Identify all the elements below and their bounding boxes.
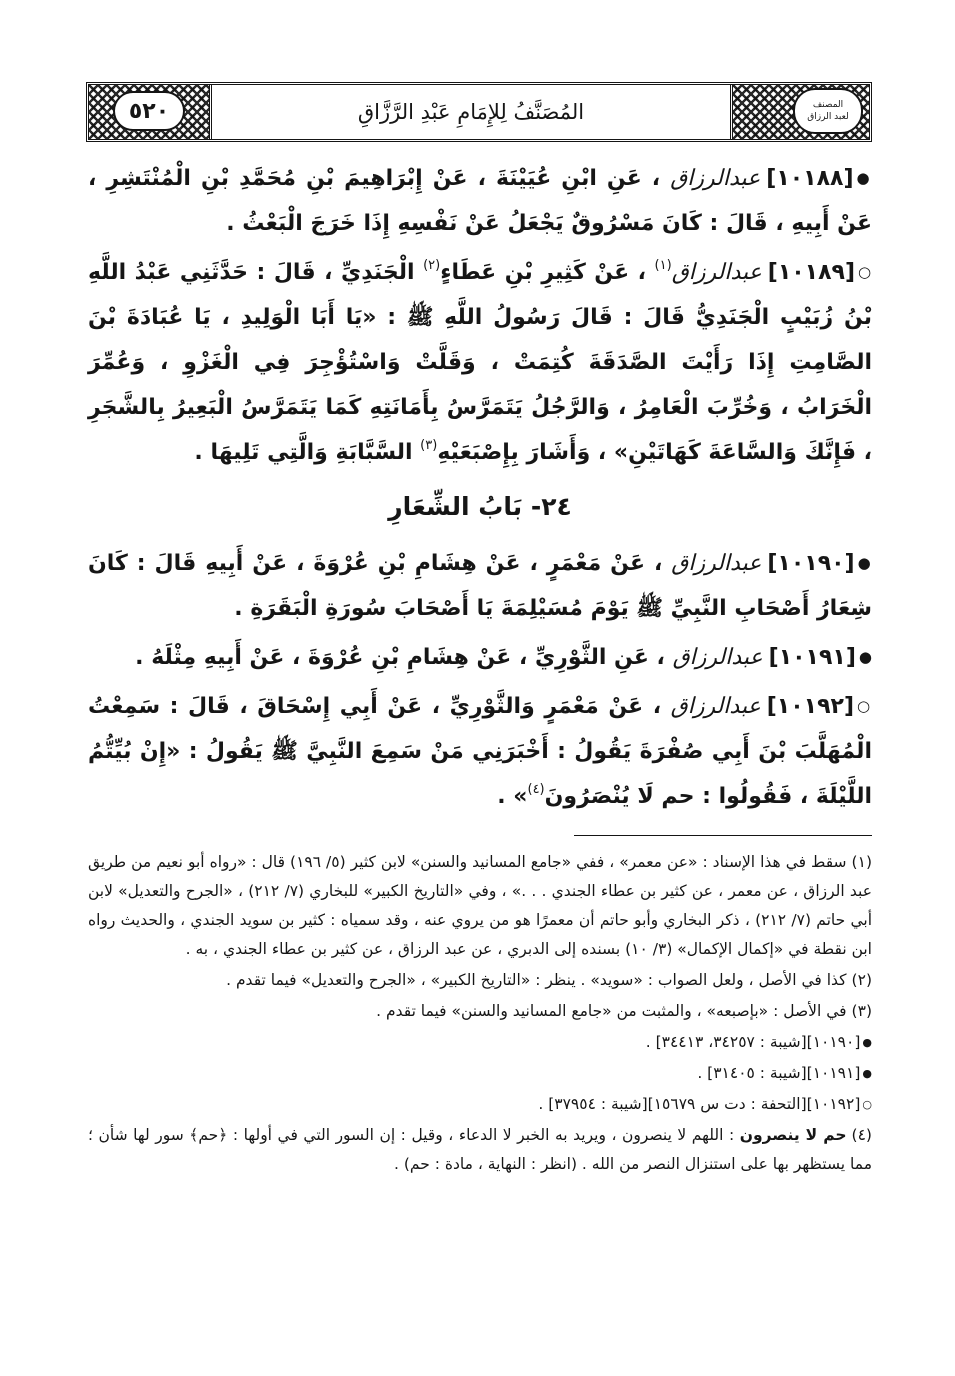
author-name: عبدالرزاق: [670, 166, 761, 191]
footnote-lead-term: حم لا ينصرون: [739, 1126, 847, 1144]
footnote-number: (١): [851, 853, 872, 871]
hadith-number: [١٠١٩٠]: [767, 551, 855, 576]
hadith-entry: [88, 250, 872, 475]
footnote-text: : اللهم لا ينصرون ، ويريد به الخبر لا الدعاء ، وقيل : إن السور التي في أولها : ﴿حم﴾ سور لها شأن ؛ مما يستظهر بها على استنزال النصر من الله . (انظر : النهاية ، مادة : حم) .: [88, 1126, 872, 1173]
hadith-number: [١٠١٨٩]: [767, 260, 856, 285]
hadith-text: ، عَنِ ابْنِ عُيَيْنَةَ ، عَنْ إِبْرَاهِيمَ بْنِ مُحَمَّدِ بْنِ الْمُنْتَشِرِ ، عَنْ أَبِيهِ ، قَالَ : كَانَ مَسْرُوقٌ يَجْعَلُ عَنْ نَفْسِهِ إِذَا خَرَجَ الْبَعْثُ .: [88, 166, 872, 236]
book-title: المُصَنَّفُ لِلإِمَامِ عَبْدِ الرَّزَّاقِ: [357, 100, 585, 124]
author-name: عبدالرزاق: [672, 645, 763, 670]
entry-marker-hollow: ○: [857, 697, 872, 715]
hadith-text: الْجَنَدِيِّ ، قَالَ : حَدَّثَنِي عَبْدُ اللَّهِ بْنُ زُبَيْبٍ الْجَنَدِيُّ قَالَ : قَالَ رَسُولُ اللَّهِ ﷺ : «يَا أَبَا الْوَلِيدِ ، يَا عُبَادَةَ بْنَ الصَّامِتِ إِذَا رَأَيْتَ الصَّدَقَةَ كُتِمَتْ ، وَقَلَّتْ وَاسْتُؤْجِرَ فِي الْغَزْوِ ، وَعُمِّرَ الْخَرَابُ ، وَخُرِّبَ الْعَامِرُ ، وَالرَّجُلُ يَتَمَرَّسُ بِأَمَانَتِهِ كَمَا يَتَمَرَّسُ الْبَعِيرُ بِالشَّجَرِ ، فَإِنَّكَ وَالسَّاعَةَ كَهَاتَيْنِ» ، وَأَشَارَ بِإِصْبَعَيْهِ: [88, 260, 872, 465]
entry-marker-filled: ●: [856, 169, 872, 187]
footnote-ref: (٤): [527, 782, 545, 797]
hadith-text: ، عَنْ مَعْمَرٍ ، عَنْ هِشَامِ بْنِ عُرْوَةَ ، عَنْ أَبِيهِ قَالَ : كَانَ شِعَارُ أَصْحَابِ النَّبِيِّ ﷺ يَوْمَ مُسَيْلِمَةَ يَا أَصْحَابَ سُورَةِ الْبَقَرَةِ .: [88, 551, 872, 621]
emblem-text-line-1: المصنف: [812, 100, 844, 110]
reference-text: [١٠١٩٢][التحفة : دت س ١٥٦٧٩][شيبة : ٣٧٩٥٤] .: [538, 1095, 861, 1113]
footnote-ref: (١): [654, 258, 672, 273]
emblem-logo: [793, 88, 863, 134]
hadith-entry: [88, 684, 872, 819]
reference-marker-filled: ●: [862, 1067, 872, 1080]
footnote-text: كذا في الأصل ، ولعل الصواب : «سويد» . ينظر : «التاريخ الكبير» ، «الجرح والتعديل» فيما تقدم .: [226, 971, 847, 989]
footnote: [88, 1121, 872, 1179]
reference-marker-filled: ●: [862, 1036, 872, 1049]
reference-marker-hollow: ○: [862, 1098, 872, 1111]
footnote-ref: (٣): [420, 438, 438, 453]
footnote-number: (٢): [851, 971, 872, 989]
author-name: عبدالرزاق: [670, 694, 761, 719]
footnote: [88, 848, 872, 964]
footnote: [88, 997, 872, 1026]
hadith-text: السَّبَّابَةِ وَالَّتِي تَلِيهَا .: [194, 440, 421, 465]
reference-line: [88, 1028, 872, 1057]
author-name: عبدالرزاق: [671, 260, 762, 285]
section-heading: ٢٤- بَابُ الشِّعَارِ: [388, 492, 572, 521]
header-ornament-right: [733, 85, 869, 139]
hadith-number: [١٠١٩١]: [768, 645, 856, 670]
reference-line: [88, 1059, 872, 1088]
entry-marker-hollow: ○: [858, 263, 872, 281]
reference-line: [88, 1090, 872, 1119]
emblem-text-line-2: لعبد الرزاق: [807, 112, 849, 122]
footnote-number: (٣): [851, 1002, 872, 1020]
hadith-number: [١٠١٨٨]: [766, 166, 854, 191]
reference-text: [١٠١٩١][شيبة : ٣١٤٠٥] .: [697, 1064, 861, 1082]
hadith-entry: [88, 156, 872, 246]
reference-text: [١٠١٩٠][شيبة : ٣٤٢٥٧، ٣٤٤١٣] .: [645, 1033, 861, 1051]
header-title-box: [209, 85, 733, 139]
hadith-number: [١٠١٩٢]: [766, 694, 854, 719]
hadith-entry: [88, 541, 872, 631]
footnote: [88, 966, 872, 995]
footnote-separator: [574, 835, 872, 836]
footnote-text: سقط في هذا الإسناد : «عن معمر» ، ففي «جامع المسانيد والسنن» لابن كثير (٥/ ١٩٦) قال : «رواه أبو نعيم من طريق عبد الرزاق ، عن معمر ، عن كثير بن عطاء الجندي . . .» ، وفي «التاريخ الكبير» للبخاري (٧/ ٢١٢) ، «الجرح والتعديل» لابن أبي حاتم (٧/ ٢١٢) ، ذكر البخاري وأبو حاتم أن معمرًا هو من يروي عنه ، وقد سمياه : كثير بن سويد الجندي ، والحديث رواه ابن نقطة في «إكمال الإكمال» (٣/ ١٠) بسنده إلى الدبري ، عن عبد الرزاق ، عن كثير بن عطاء الجندي ، به .: [88, 853, 872, 958]
header-ornament-left: [89, 85, 209, 139]
page-body: [88, 156, 872, 1181]
running-header: [86, 82, 872, 142]
hadith-text: ، عَنِ الثَّوْرِيِّ ، عَنْ هِشَامِ بْنِ عُرْوَةَ ، عَنْ أَبِيهِ مِثْلَهُ .: [135, 645, 673, 670]
footnote-number: (٤): [851, 1126, 872, 1144]
entry-marker-filled: ●: [858, 648, 872, 666]
hadith-text: » .: [497, 784, 528, 809]
footnotes: [88, 848, 872, 1179]
page-number: ٥٢٠: [113, 91, 185, 131]
hadith-entry: [88, 635, 872, 680]
hadith-text: ، عَنْ كَثِيرِ بْنِ عَطَاءٍ: [440, 260, 655, 285]
author-name: عبدالرزاق: [671, 551, 762, 576]
hadith-text: ، عَنْ مَعْمَرٍ وَالثَّوْرِيِّ ، عَنْ أَبِي إِسْحَاقَ ، قَالَ : سَمِعْتُ الْمُهَلَّبَ بْنَ أَبِي صُفْرَةَ يَقُولُ : أَخْبَرَنِي مَنْ سَمِعَ النَّبِيَّ ﷺ يَقُولُ : «إِنْ بُيِّتُّمُ اللَّيْلَةَ ، فَقُولُوا : حم لَا يُنْصَرُونَ: [88, 694, 872, 809]
footnote-text: في الأصل : «بإصبعه» ، والمثبت من «جامع المسانيد والسنن» فيما تقدم .: [376, 1002, 847, 1020]
footnote-ref: (٢): [423, 258, 441, 273]
entry-marker-filled: ●: [857, 554, 872, 572]
